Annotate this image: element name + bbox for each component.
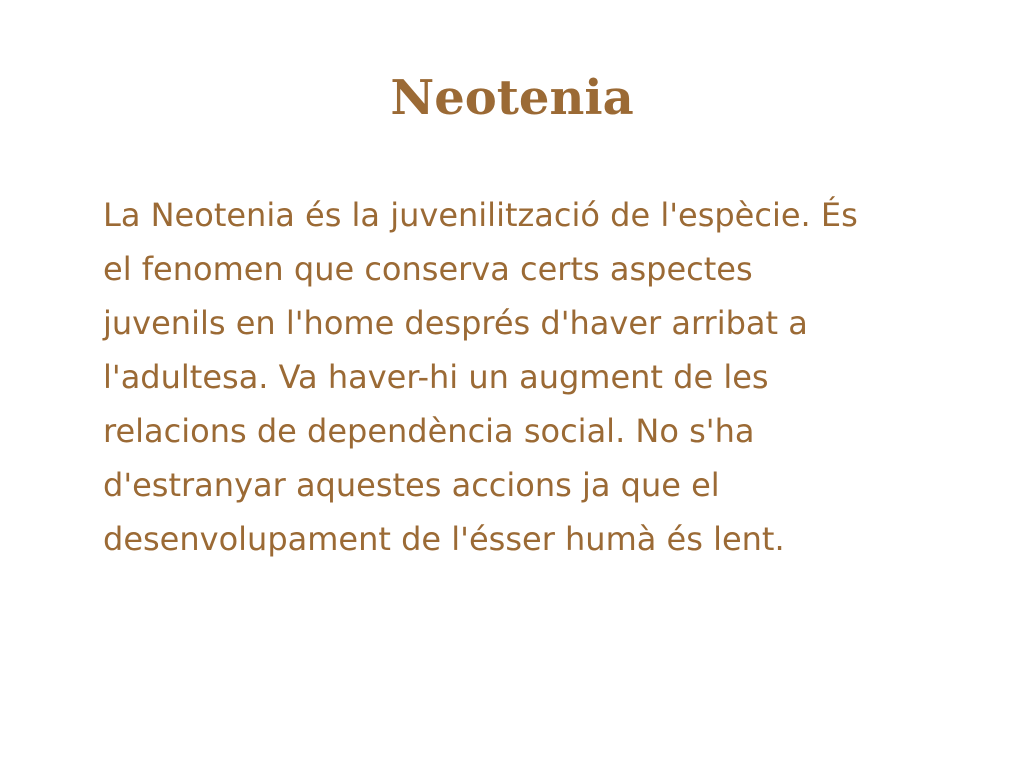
slide-body-text [103,188,973,566]
body-line: relacions de dependència social. No s'ha [103,412,755,450]
body-line: juvenils en l'home després d'haver arribat a [103,304,808,342]
body-line: desenvolupament de l'ésser humà és lent. [103,520,785,558]
body-line: el fenomen que conserva certs aspectes [103,250,753,288]
body-line: l'adultesa. Va haver-hi un augment de les [103,358,769,396]
body-line: d'estranyar aquestes accions ja que el [103,466,720,504]
body-line: La Neotenia és la juvenilització de l'espècie. És [103,196,858,234]
slide-title: Neotenia [390,70,634,126]
